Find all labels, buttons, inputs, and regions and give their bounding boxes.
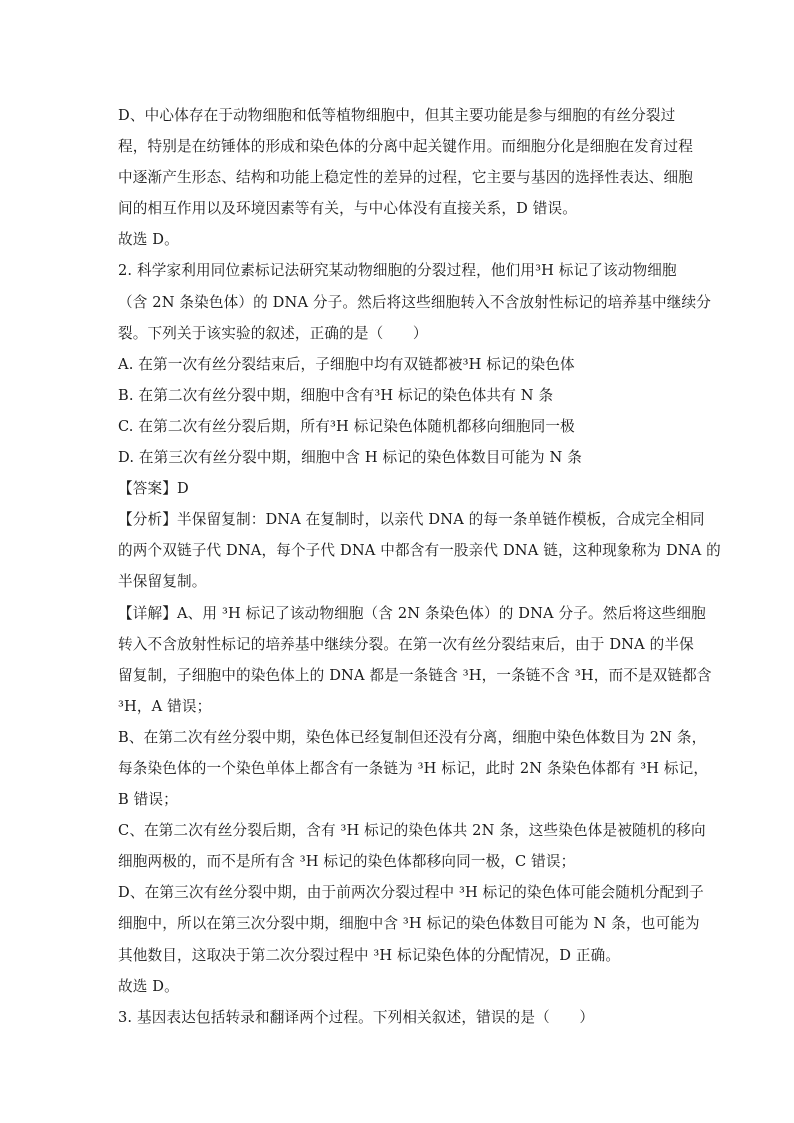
text-line: 裂。下列关于该实验的叙述，正确的是（ ） (118, 324, 428, 342)
question-3-stem: 3. 基因表达包括转录和翻译两个过程。下列相关叙述，错误的是（ ） (118, 1008, 595, 1026)
text-line: 转入不含放射性标记的培养基中继续分裂。在第一次有丝分裂结束后，由于 DNA 的半保 (118, 635, 694, 653)
question-2-stem: 2. 科学家利用同位素标记法研究某动物细胞的分裂过程，他们用³H 标记了该动物细胞 (118, 262, 677, 280)
text-line: 细胞两极的，而不是所有含 ³H 标记的染色体都移向同一极，C 错误； (118, 853, 576, 871)
text-line: ³H，A 错误； (118, 697, 212, 715)
answer-line: 【答案】D (118, 480, 189, 498)
option-d: D. 在第三次有丝分裂中期，细胞中含 H 标记的染色体数目可能为 N 条 (118, 449, 582, 467)
text-line: D、中心体存在于动物细胞和低等植物细胞中，但其主要功能是参与细胞的有丝分裂过 (118, 107, 676, 124)
text-line: 留复制，子细胞中的染色体上的 DNA 都是一条链含 ³H，一条链不含 ³H，而不是双链都含 (118, 666, 712, 684)
text-line: D、在第三次有丝分裂中期，由于前两次分裂过程中 ³H 标记的染色体可能会随机分配到子 (118, 884, 704, 902)
text-line: B、在第二次有丝分裂中期，染色体已经复制但还没有分离，细胞中染色体数目为 2N 条， (118, 728, 707, 746)
option-c: C. 在第二次有丝分裂后期，所有³H 标记染色体随机都移向细胞同一极 (118, 417, 575, 435)
text-line: 程，特别是在纺锤体的形成和染色体的分离中起关键作用。而细胞分化是细胞在发育过程 (118, 138, 694, 156)
option-a: A. 在第一次有丝分裂结束后，子细胞中均有双链都被³H 标记的染色体 (118, 355, 575, 373)
text-line: 间的相互作用以及环境因素等有关，与中心体没有直接关系，D 错误。 (118, 200, 577, 218)
text-line: 的两个双链子代 DNA，每个子代 DNA 中都含有一股亲代 DNA 链，这种现象称为 DNA 的 (118, 542, 721, 560)
text-line: （含 2N 条染色体）的 DNA 分子。然后将这些细胞转入不含放射性标记的培养基中继续分 (118, 293, 712, 311)
text-line: 故选 D。 (118, 977, 179, 995)
text-line: 每条染色体的一个染色单体上都含有一条链为 ³H 标记，此时 2N 条染色体都有 ³H 标记， (118, 759, 709, 777)
text-line: 中逐渐产生形态、结构和功能上稳定性的差异的过程，它主要与基因的选择性表达、细胞 (118, 169, 694, 187)
text-line: 故选 D。 (118, 231, 179, 249)
text-line: B 错误； (118, 791, 178, 809)
text-line: 半保留复制。 (118, 573, 207, 591)
text-line: 其他数目，这取决于第二次分裂过程中 ³H 标记染色体的分配情况，D 正确。 (118, 946, 621, 964)
text-line: C、在第二次有丝分裂后期，含有 ³H 标记的染色体共 2N 条，这些染色体是被随机的移向 (118, 822, 706, 840)
analysis-line: 【分析】半保留复制：DNA 在复制时，以亲代 DNA 的每一条单链作模板，合成完全相同 (118, 511, 705, 529)
explanation-line: 【详解】A、用 ³H 标记了该动物细胞（含 2N 条染色体）的 DNA 分子。然后将这些细胞 (118, 604, 706, 622)
text-line: 细胞中，所以在第三次分裂中期，细胞中含 ³H 标记的染色体数目可能为 N 条，也可能为 (118, 915, 700, 933)
document-body (118, 100, 721, 1033)
option-b: B. 在第二次有丝分裂中期，细胞中含有³H 标记的染色体共有 N 条 (118, 386, 554, 404)
